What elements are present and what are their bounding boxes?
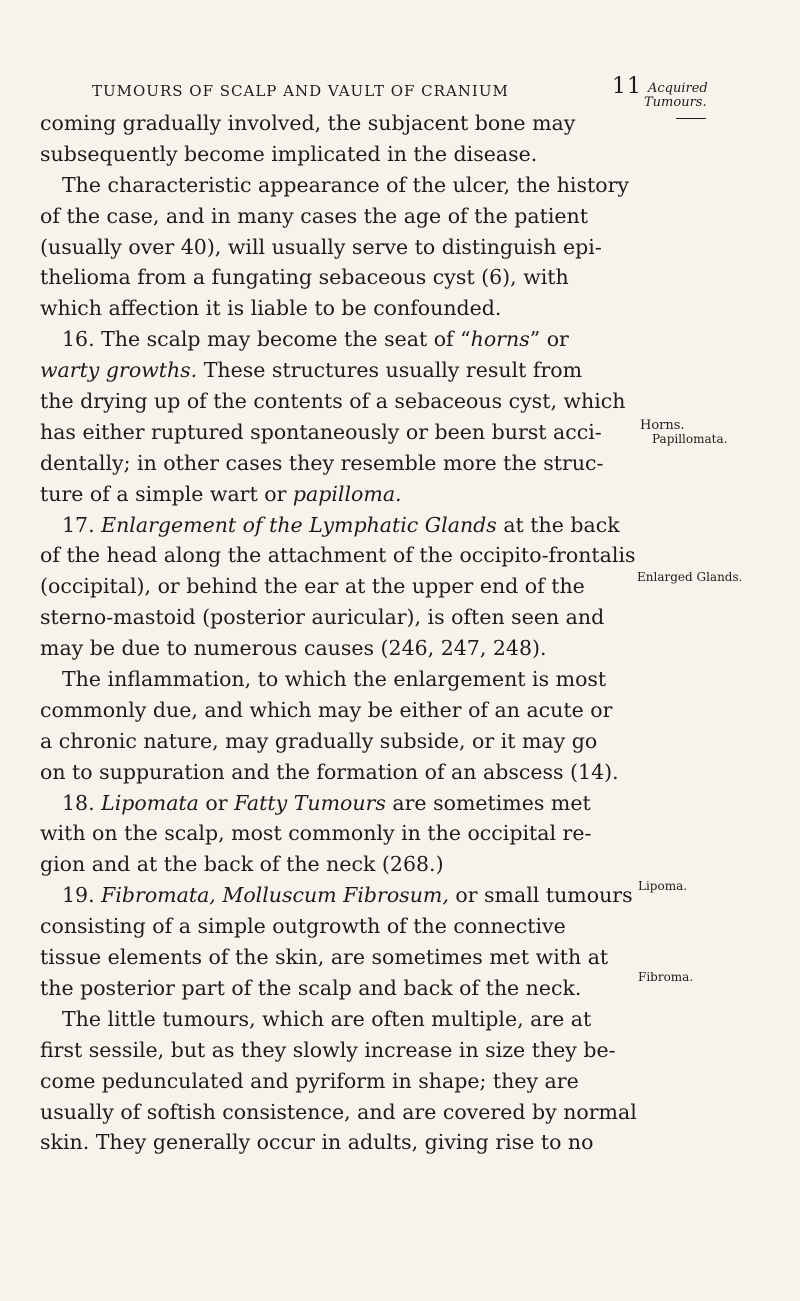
- paragraph-16-start: [40, 324, 620, 355]
- side-heading-line2: Tumours.: [644, 95, 707, 110]
- text-line: sterno-mastoid (posterior auricular), is often seen and: [40, 605, 605, 630]
- text-line: [40, 355, 620, 386]
- text-line: The inflammation, to which the enlargement is most: [62, 667, 607, 692]
- text-line: which affection it is liable to be confounded.: [40, 296, 502, 321]
- text-span: 19.: [62, 883, 102, 908]
- text-span: These structures usually result from: [197, 358, 583, 383]
- text-line: a chronic nature, may gradually subside, or it may go: [40, 728, 598, 753]
- text-line: with on the scalp, most commonly in the occipital re-: [40, 821, 592, 846]
- text-span: ” or: [529, 327, 569, 352]
- side-heading-line1: Acquired: [648, 81, 708, 96]
- text-line: the posterior part of the scalp and back of the neck.: [40, 975, 582, 1000]
- running-title: TUMOURS OF SCALP AND VAULT OF CRANIUM: [92, 82, 509, 100]
- text-span: 16. The scalp may become the seat of “: [62, 327, 471, 352]
- text-span-italic: Enlargement of the Lymphatic Glands: [101, 512, 497, 537]
- paragraph-17-start: [40, 510, 620, 541]
- text-span-italic: horns: [470, 327, 530, 352]
- text-line: commonly due, and which may be either of an acute or: [40, 697, 613, 722]
- text-span-italic: Fibromata, Molluscum Fibrosum,: [101, 883, 449, 908]
- margin-note-enlarged-glands: Enlarged Glands.: [637, 570, 743, 584]
- margin-note-lipoma: Lipoma.: [638, 879, 688, 893]
- side-heading-rule: [676, 118, 706, 119]
- text-line: may be due to numerous causes (246, 247, 248).: [40, 636, 547, 661]
- text-line: skin. They generally occur in adults, giving rise to no: [40, 1130, 594, 1155]
- text-line: the drying up of the contents of a sebaceous cyst, which: [40, 389, 626, 414]
- paragraph-19-start: [40, 880, 633, 911]
- text-span-italic: warty growths.: [40, 358, 198, 383]
- text-line: come pedunculated and pyriform in shape; they are: [40, 1068, 579, 1093]
- paragraph-18-start: [40, 788, 620, 819]
- text-span: 18.: [62, 790, 102, 815]
- margin-note-fibroma: Fibroma.: [638, 970, 694, 984]
- text-span-italic: papilloma.: [292, 481, 402, 506]
- text-span: or small tumours: [448, 883, 633, 908]
- side-heading: [636, 82, 786, 119]
- text-line: gion and at the back of the neck (268.): [40, 852, 444, 877]
- text-line: on to suppuration and the formation of an abscess (14).: [40, 759, 619, 784]
- text-line: subsequently become implicated in the disease.: [40, 141, 538, 166]
- body-text: [40, 108, 637, 1158]
- text-line: consisting of a simple outgrowth of the connective: [40, 914, 566, 939]
- text-line: coming gradually involved, the subjacent bone may: [40, 111, 576, 135]
- text-line: first sessile, but as they slowly increase in size they be-: [40, 1037, 616, 1062]
- text-span-italic: Lipomata: [101, 790, 199, 815]
- page-number: 11: [612, 74, 642, 99]
- text-line: dentally; in other cases they resemble more the struc-: [40, 450, 604, 475]
- text-span: or: [198, 790, 235, 815]
- text-line: The little tumours, which are often multiple, are at: [62, 1006, 592, 1031]
- margin-note-horns: Horns.: [640, 418, 685, 433]
- text-span: ture of a simple wart or: [40, 481, 293, 506]
- text-line: of the head along the attachment of the occipito-frontalis: [40, 543, 636, 568]
- text-span: are sometimes met: [385, 790, 591, 815]
- text-line: tissue elements of the skin, are sometimes met with at: [40, 945, 609, 970]
- text-span-italic: Fatty Tumours: [234, 790, 386, 815]
- text-line: of the case, and in many cases the age of the patient: [40, 203, 588, 228]
- text-line: thelioma from a fungating sebaceous cyst (6), with: [40, 265, 569, 290]
- margin-note-papillomata: Papillomata.: [652, 432, 728, 446]
- text-line: (usually over 40), will usually serve to distinguish epi-: [40, 234, 602, 259]
- text-line: The characteristic appearance of the ulcer, the history: [62, 172, 629, 197]
- text-line: [40, 479, 620, 510]
- text-line: usually of softish consistence, and are covered by normal: [40, 1099, 637, 1124]
- text-span: at the back: [496, 512, 620, 537]
- text-line: (occipital), or behind the ear at the upper end of the: [40, 574, 585, 599]
- text-line: has either ruptured spontaneously or been burst acci-: [40, 419, 602, 444]
- text-span: 17.: [62, 512, 102, 537]
